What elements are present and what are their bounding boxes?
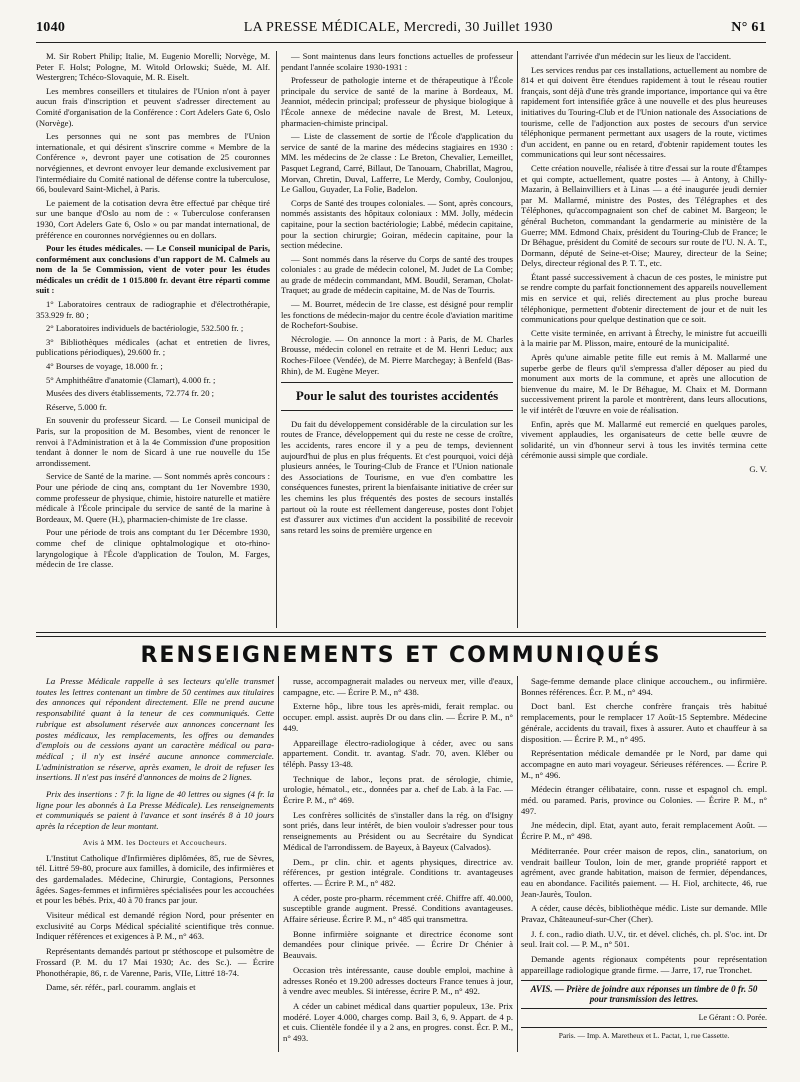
classified-column-1 xyxy=(36,676,274,1052)
classified-ad: A céder un cabinet médical dans quartier populeux, 13e. Prix modéré. Loyer 4.000, charges comp. Bail 3, 6, 9. Appart. de 4 p. et cuis. Clientèle fondée il y a 2 ans, en progres. const. Écr. P. M., n° 493. xyxy=(283,1000,513,1044)
classified-ad: Représentants demandés partout pr stéthoscope et pulsomètre de Frossard (P. M. du 17 Mai 1930; Ac. des Sc.). — Écrire Phonothérapie, 86, r. de Varenne, Paris, VIIe, Littré 18-74. xyxy=(36,946,274,978)
paragraph: Professeur de pathologie interne et de thérapeutique à l'École principale du service de santé de la marine à Bordeaux, M. Jeanniot, médecin principal; professeur de physique biologique à l'École annexe de médecine navale de Brest, M. Leteux, pharmacien-chimiste principal. xyxy=(281,75,513,128)
classified-ad: Appareillage électro-radiologique à céder, avec ou sans appartement. Condit. tr. avantag. S'adr. 70, aven. Kléber ou téléph. Passy 13-48. xyxy=(283,737,513,769)
notice-paragraph: La Presse Médicale rappelle à ses lecteurs qu'elle transmet toutes les lettres contenant un timbre de 50 centimes aux titulaires des annonces qui répondent directement. Elle ne prend aucune responsabilité quant à la teneur de ces communiqués. Cette rubrique est absolument réservée aux annonces concernant les postes médicaux, les remplacements, les offres ou demandes d'emplois ou de cessions ayant un caractère médical ou para-médical ; il n'y est inséré aucune annonce commerciale. L'administration se réserve, après examen, le droit de refuser les insertions. Il n'est pas inséré d'annonces de moins de 2 lignes. xyxy=(36,676,274,783)
author-initials: G. V. xyxy=(749,463,767,474)
classified-ad: A céder, cause décès, bibliothèque médic. Liste sur demande. Mlle Pravaz, Châteauneuf-sur-Cher (Cher). xyxy=(521,903,767,925)
column-divider xyxy=(517,676,518,1052)
column-divider xyxy=(517,51,518,628)
paragraph: — Sont nommés dans la réserve du Corps de santé des troupes coloniales : au grade de médecin colonel, M. Judet de La Combe; au grade de médecin commandant, MM. Boudil, Seraman, Cholat-Traquet; au grade de médecin capitaine, M. de Nas de Tourris. xyxy=(281,253,513,296)
column-divider xyxy=(278,676,279,1052)
section-rule xyxy=(36,632,766,633)
paragraph: attendant l'arrivée d'un médecin sur les lieux de l'accident. xyxy=(531,51,732,61)
classified-ad: Les confrères sollicités de s'installer dans la rég. on d'Isigny sont priés, dans leur intérêt, de bien vouloir s'adresser pour tous renseignements au Président ou au Secrétaire du Syndicat Médical de l'arrondissem. de Bayeux, à Bayeux (Calvados). xyxy=(283,809,513,852)
classified-ad: Méditerranée. Pour créer maison de repos, clin., sanatorium, on vendrait bailleur Toulon, loin de mer, grande propriété rapport et agrément, avec grande habitation, maison de fermier, dépendances, eau en abondance. Facilités paiement. — H. Fiol, architecte, 46, rue Jean-Jaurès, Toulon. xyxy=(521,845,767,899)
page-header xyxy=(36,20,766,42)
page-number: 1040 xyxy=(36,20,66,35)
avis-notice: AVIS. — Prière de joindre aux réponses un timbre de 0 fr. 50 pour transmission des lettres. xyxy=(521,980,767,1009)
classified-ad: Visiteur médical est demandé région Nord, pour présenter en exclusivité au Corps Médical spécialité scientifique très connue. Indiquer références et exigences à P. M., n° 463. xyxy=(36,910,274,942)
paragraph: En souvenir du professeur Sicard. — Le Conseil municipal de Paris, sur la proposition de M. Besombes, vient de renoncer le renvoi à l'Administration et à la 4e Commission d'une proposition tendant à donner le nom de Sicard à une rue nouvelle du 15e arrondissement. xyxy=(36,415,270,468)
classified-ad: Représentation médicale demandée pr le Nord, par dame qui accompagne en auto mari voyageur. Sérieuses références. — Écrire P. M., n° 496. xyxy=(521,748,767,780)
paragraph: Nécrologie. — On annonce la mort : à Paris, de M. Charles Brousse, médecin colonel en retraite et de M. Henri Leduc; aux Roches-Filoee (Vendée), de M. Pierre Marchegay; à Benfeld (Bas-Rhin), de M. Eugène Meyer. xyxy=(281,333,513,376)
classified-ad: russe, accompagnerait malades ou nerveux mer, ville d'eaux, campagne, etc. — Écrire P. M., n° 438. xyxy=(283,676,513,697)
paragraph: Étant passé successivement à chacun de ces postes, le ministre put se rendre compte du parfait fonctionnement des appareils nouvellement mis en service et qui, reliés directement au plus proche bureau téléphonique, permettent d'obtenir directement de jour et de nuit les communications pour quelque destination que ce soit. xyxy=(521,271,767,325)
classified-ad: Occasion très intéressante, cause double emploi, machine à adresses Ronéo et 19.200 adresses docteurs France tenues à jour, à vendre avec meubles. Si intéresse, écrire P. M., n° 492. xyxy=(283,964,513,997)
list-item: 5° Amphithéâtre d'anatomie (Clamart), 4.000 fr. ; xyxy=(46,374,216,385)
list-item: 4° Bourses de voyage, 18.000 fr. ; xyxy=(46,361,163,372)
issue-number: N° 61 xyxy=(731,20,766,35)
classified-ad: Médecin étranger célibataire, conn. russe et espagnol ch. empl. méd. ou paramed. Paris, province ou Colonies. — Écrire P. M., n° 497. xyxy=(521,784,767,816)
classified-ad: A céder, poste pro-pharm. récemment créé. Chiffre aff. 40.000, susceptible grande augment. Pressé. Conditions avantageuses. Affaire sérieuse. Écrire P. M., n° 485 qui transmettra. xyxy=(283,892,513,925)
classified-ad: Demande agents régionaux compétents pour représentation appareillage radiologique grande firme. — Jarre, 17, rue Tronchet. xyxy=(521,954,767,975)
notice-paragraph: Prix des insertions : 7 fr. la ligne de 40 lettres ou signes (4 fr. la ligne pour les abonnés à La Presse Médicale). Les renseignements et communiqués se paient à l'avance et sont insérés 8 à 10 jours après la réception de leur montant. xyxy=(36,789,274,832)
paragraph: Pour une période de trois ans comptant du 1er Décembre 1930, comme chef de clinique ophtalmologique et oto-rhino-laryngologique à l'École d'application de Toulon, M. Farges, médecin de 1re classe. xyxy=(36,527,270,570)
paragraph: Le paiement de la cotisation devra être effectué par chèque tiré sur une banque d'Oslo au nom de : « Tuberculose conferansen 1930, Cort Adelers Gate 6, Oslo » ou par mandat international, de préférence en couronnes norvégiennes ou en dollars. xyxy=(36,197,270,240)
article-title: Pour le salut des touristes accidentés xyxy=(281,382,513,411)
classified-column-3 xyxy=(521,676,767,1052)
list-item: Réserve, 5.000 fr. xyxy=(46,401,107,412)
column-divider xyxy=(276,51,277,628)
paragraph: M. Sir Robert Philip; Italie, M. Eugenio Morelli; Norvège, M. Peter F. Holst; Pologne, M. Witold Orlowski; Suède, M. Alf. Westergren; Tchéco-Slovaquie, M. R. Eiselt. xyxy=(36,51,270,83)
list-item: 3° Bibliothèques médicales (achat et entretien de livres, publications périodiques), 29.600 fr. ; xyxy=(36,336,270,358)
paragraph: Service de Santé de la marine. — Sont nommés après concours : Pour une période de cinq ans, comptant du 1er Novembre 1930, comme professeur de physique, chimie, histoire naturelle et matière médicale à l'École principale du service de santé de la marine à Bordeaux, M. Quere (H.), pharmacien-chimiste de 1re classe. xyxy=(36,471,270,524)
top-column-3 xyxy=(521,51,767,628)
paragraph: Corps de Santé des troupes coloniales. — Sont, après concours, nommés assistants des hôpitaux coloniaux : MM. Jolly, médecin capitaine, pour la section bactériologie; Labbé, médecin capitaine, pour la section chirurgie; Goiran, médecin capitaine, pour la section médecine. xyxy=(281,197,513,251)
classified-ad: Doct banl. Est cherche confrère français très habitué remplacements, pour le remplacer 17 Août-15 Septembre. Médecine générale, accidents du travail, fixes à assurer. Auto et chauffeur à sa disposition. — Écrire P. M., n° 495. xyxy=(521,701,767,744)
list-item: 1° Laboratoires centraux de radiographie et d'électrothérapie, 353.929 fr. 80 ; xyxy=(36,299,270,320)
paragraph: Les membres conseillers et titulaires de l'Union n'ont à payer aucun frais d'inscription et peuvent s'adresser directement au Comité d'organisation de la Conférence : Cort Adelers Gate 6, Oslo (Norvège). xyxy=(36,85,270,128)
top-column-1 xyxy=(36,51,270,628)
printer-line: Paris. — Imp. A. Maretheux et L. Pactat, 1, rue Cassette. xyxy=(521,1027,767,1042)
classified-ad: L'Institut Catholique d'Infirmières diplômées, 85, rue de Sèvres, tél. Littré 59-80, procure aux familles, à domicile, des infirmières et des gardemalades. Médecine, Chirurgie, Contagions, Personnes âgées. Sages-femmes et infirmières spécialisées pour les accouchées et pour les bébés. Prix, 40 à 70 francs par jour. xyxy=(36,852,274,906)
gerant-line: Le Gérant : O. Porée. xyxy=(698,1012,767,1022)
paragraph: Les personnes qui ne sont pas membres de l'Union internationale, et qui désirent s'inscrire comme « Membre de la Conférence », devront payer une cotisation de 25 couronnes norvégiennes, et devront envoyer leur demande exclusivement par l'intermédiaire du Comité national de défense contre la tuberculose, 66, boulevard Saint-Michel, à Paris. xyxy=(36,131,270,195)
paragraph: Après qu'une aimable petite fille eut remis à M. Mallarmé une superbe gerbe de fleurs qu'il s'empressa d'aller déposer au pied du monument aux morts de la commune, et après une allocution de bienvenue du maire, M. le Dr Béhague, M. Chaix et M. Dormann successivement prirent la parole et montrèrent, dans leurs allocutions, le vif intérêt de l'œuvre en voie de réalisation. xyxy=(521,352,767,415)
classified-ad: Sage-femme demande place clinique accouchem., ou infirmière. Bonnes références. Écr. P. M., n° 494. xyxy=(521,676,767,697)
paragraph: Enfin, après que M. Mallarmé eut remercié en quelques paroles, vivement applaudies, les organisateurs de cette belle œuvre de solidarité, un vin d'honneur servi à tous les invités termina cette cérémonie aussi simple que cordiale. xyxy=(521,418,767,461)
list-item: 2° Laboratoires individuels de bactériologie, 532.500 fr. ; xyxy=(46,323,244,334)
classified-column-2 xyxy=(283,676,513,1052)
paragraph: Cette création nouvelle, réalisée à titre d'essai sur la route d'Étampes et qui compte, actuellement, quatre postes — à Antony, à Chilly-Mazarin, à Bellainvilliers et à Linas — a été inaugurée jeudi dernier par M. Mallarmé, ministre des Postes, des Télégraphes et des Téléphones, qu'accompagnaient son chef de cabinet M. Bargeon; le général Bucheton, commandant la gendarmerie au ministère de la Guerre; MM. Edmond Chaix, président du Touring-Club de France; le Dr Béhague, président du Comité de secours sur route de l'U. N. A. T., Dormann, député de Seine-et-Oise; Maurey, directeur de la Seine; Delys, directeur régional des P. T. T., etc. xyxy=(521,162,767,269)
paragraph: Les services rendus par ces installations, actuellement au nombre de 814 et qui doivent être étendues rapidement à tout le réseau routier français, sont déjà d'une très grande importance, importance qui va être rapidement fort intensifiée grâce à une nouvelle et des plus heureuses initiatives du Touring-Club et de l'Union nationale des Associations de tourisme, celle de l'adjonction aux postes de secours d'un service téléphonique permanent permettant aux usagers de la route, victimes d'un accident, en panne ou en retard, d'obtenir rapidement toutes les communications qui leur sont nécessaires. xyxy=(521,64,767,160)
classified-ad: Dame, sér. référ., parl. couramm. anglais et xyxy=(46,982,196,993)
paragraph: Cette visite terminée, en arrivant à Étrechy, le ministre fut accueilli à la mairie par M. Plisson, maire, entouré de la municipalité. xyxy=(521,327,767,349)
paragraph: — M. Bourret, médecin de 1re classe, est désigné pour remplir les fonctions de médecin-major du centre école d'aviation maritime de Rochefort-Soubise. xyxy=(281,299,513,331)
journal-title: LA PRESSE MÉDICALE, Mercredi, 30 Juillet 1930 xyxy=(243,20,553,35)
paragraph: Du fait du développement considérable de la circulation sur les routes de France, développement qui du reste ne cesse de croître, les accidents, rares encore il y a peu de temps, deviennent aujourd'hui de plus en plus fréquents. Et c'est pourquoi, voici déjà plusieurs années, le Touring-Club de France et l'Union nationale des Associations de Tourisme, en vue d'en combattre les conséquences funestes, prirent la bienfaisante initiative de créer sur les chemins les plus fréquentés des postes de secours installés partout où la route est réellement dangereuse, postes dont l'objet est d'assurer aux victimes d'un accident la possibilité de recevoir sans retard les soins de première urgence en xyxy=(281,418,513,535)
classified-ad: Jne médecin, dipl. Etat, ayant auto, ferait remplacement Août. — Écrire P. M., n° 498. xyxy=(521,820,767,842)
notice-heading: Avis à MM. les Docteurs et Accoucheurs. xyxy=(82,837,228,847)
classified-ad: Dem., pr clin. chir. et agents physiques, directrice av. références, pr gestion intégrale. Conditions tr. avantageuses offertes. — Écrire P. M., n° 482. xyxy=(283,856,513,888)
classified-ad: Bonne infirmière soignante et directrice économe sont demandées pour clinique privée. — Écrire Dr Chénier à Beauvais. xyxy=(283,928,513,961)
top-column-2 xyxy=(281,51,513,628)
paragraph: — Liste de classement de sortie de l'École d'application du service de santé de la marine des médecins stagiaires en 1930 : MM. les médecins de 2e classe : Le Breton, Chevalier, Lemeillet, Pasquet Legrand, Carré, Billaut, De Tanouarn, Chabrillat, Magrou, Morvan, Chretin, Duval, Lafferre, Le Merdy, Comby, Coulonjou, Le Gallou, Guyader, La Folie, Badelon. xyxy=(281,131,513,195)
section-rule xyxy=(36,636,766,637)
classified-ad: Technique de labor., leçons prat. de sérologie, chimie, urologie, hématol., etc., données par a. chef de Lab. à la Fac. — Écrire P. M., n° 469. xyxy=(283,773,513,806)
section-paragraph: Pour les études médicales. — Le Conseil municipal de Paris, conformément aux conclusions d'un rapport de M. Calmels au nom de la 5e Commission, vient de voter pour les études médicales un crédit de 1 015.800 fr. devant être réparti comme suit : xyxy=(36,243,270,296)
classified-ad: Externe hôp., libre tous les après-midi, ferait remplac. ou occuper. empl. assist. auprès Dr ou dans clin. — Écrire P. M., n° 449. xyxy=(283,701,513,733)
header-rule xyxy=(36,42,766,43)
section-banner: RENSEIGNEMENTS ET COMMUNIQUÉS xyxy=(140,643,662,668)
list-item: Musées des divers établissements, 72.774 fr. 20 ; xyxy=(46,388,215,399)
paragraph: — Sont maintenus dans leurs fonctions actuelles de professeur pendant l'année scolaire 1930-1931 : xyxy=(281,51,513,72)
classified-ad: J. f. con., radio diath. U.V., tir. et dével. clichés, ch. pl. S'oc. int. Dr seul. Irait col. — P. M., n° 501. xyxy=(521,928,767,950)
